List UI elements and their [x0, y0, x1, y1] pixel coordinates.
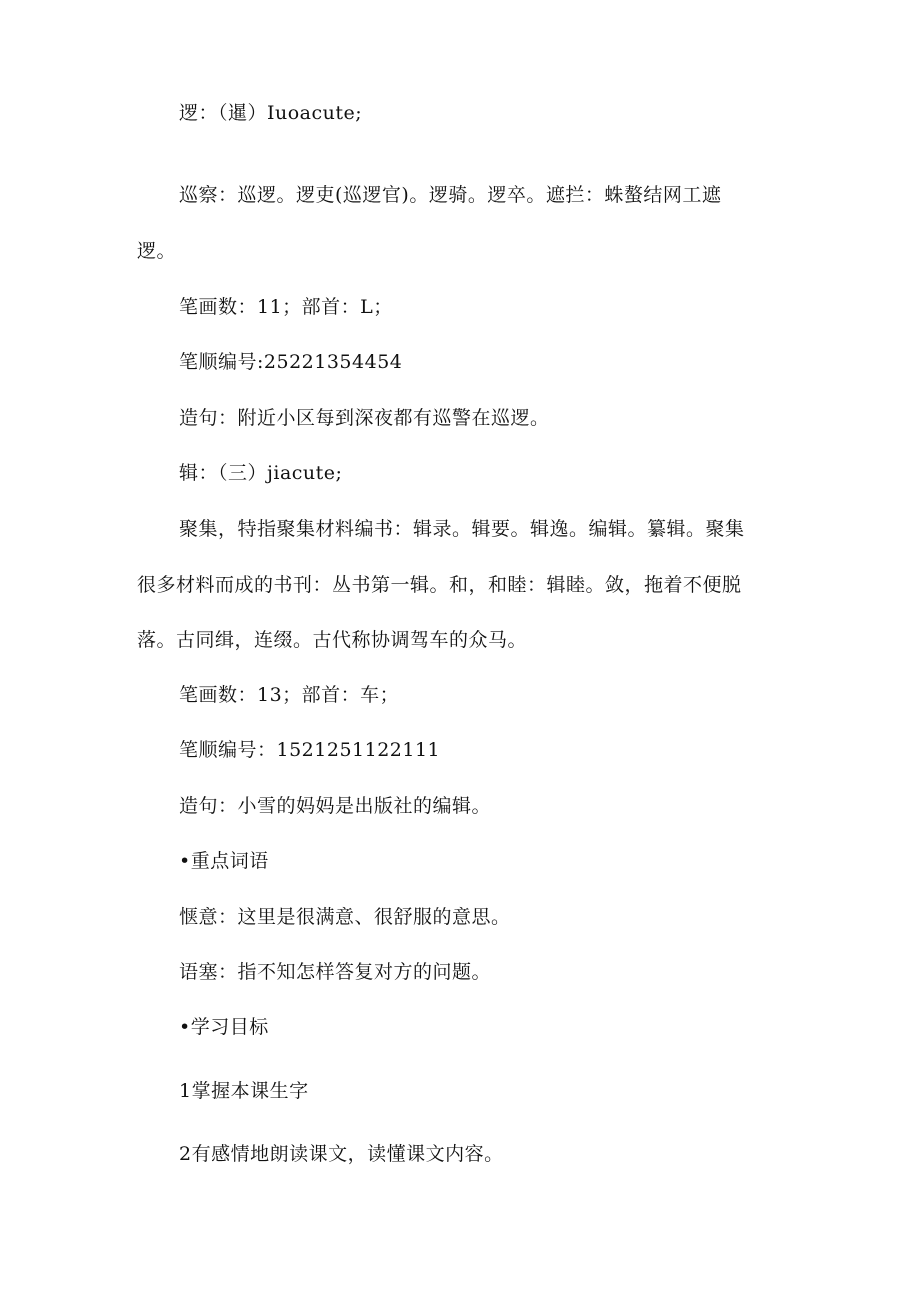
stroke-order-line: 笔顺编号：1521251122111 [179, 739, 441, 761]
example-sentence-line: 造句：附近小区每到深夜都有巡警在巡逻。 [179, 407, 550, 429]
entry-heading-ji: 辑：（三）jiacute; [179, 462, 343, 484]
entry-heading-luo: 逻：（暹）Iuoacute; [179, 102, 363, 124]
definition-line: 巡察：巡逻。逻吏(巡逻官)。逻骑。逻卒。遮拦：蛛螯结网工遮 [179, 184, 722, 206]
stroke-order-line: 笔顺编号:25221354454 [179, 351, 403, 373]
learning-goal-item: 2有感情地朗读课文，读懂课文内容。 [179, 1143, 504, 1165]
section-heading-key-words: •重点词语 [179, 850, 269, 872]
definition-line: 落。古同缉，连缀。古代称协调驾车的众马。 [137, 629, 528, 651]
definition-line: 逻。 [137, 240, 177, 262]
stroke-count-line: 笔画数：13；部首：车； [179, 684, 400, 706]
definition-line: 很多材料而成的书刊：丛书第一辑。和，和睦：辑睦。敛，拖着不便脱 [137, 574, 742, 596]
section-heading-learning-goals: •学习目标 [179, 1016, 269, 1038]
key-word-line: 惬意：这里是很满意、很舒服的意思。 [179, 906, 511, 928]
learning-goal-item: 1掌握本课生字 [179, 1080, 309, 1102]
stroke-count-line: 笔画数：11；部首：L； [179, 296, 393, 318]
key-word-line: 语塞：指不知怎样答复对方的问题。 [179, 961, 492, 983]
example-sentence-line: 造句：小雪的妈妈是出版社的编辑。 [179, 795, 492, 817]
definition-line: 聚集，特指聚集材料编书：辑录。辑要。辑逸。编辑。纂辑。聚集 [179, 518, 745, 540]
